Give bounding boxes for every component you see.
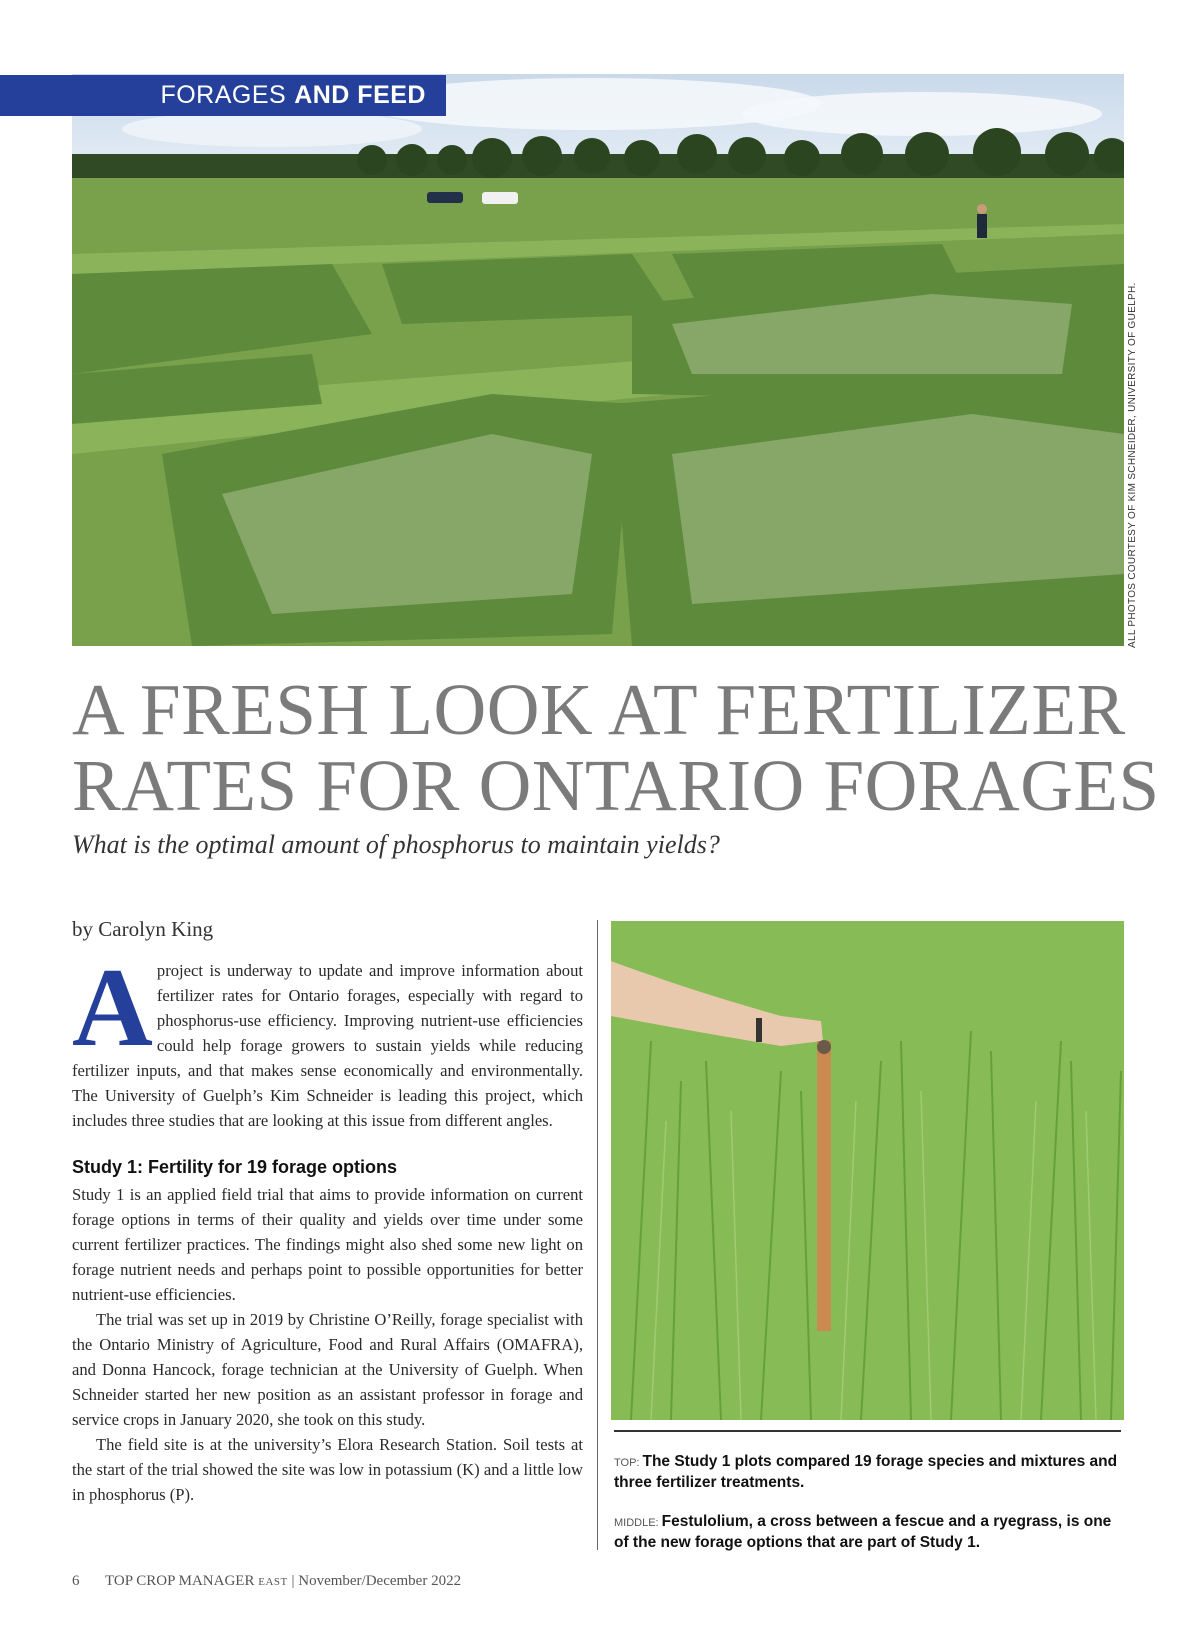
caption-rule — [614, 1430, 1121, 1432]
grass-ruler-illustration — [611, 921, 1124, 1420]
body-paragraph-1: Study 1 is an applied field trial that aims to provide information on current forage options in terms of their quality and yields over time under some current fertilizer practices. The findings might also shed some new light on forage nutrient needs and perhaps point to possible opportunities for better nutrient-use efficiencies. — [72, 1185, 583, 1304]
column-divider — [597, 920, 598, 1550]
hero-photo — [72, 74, 1124, 646]
caption-middle — [614, 1512, 1124, 1553]
section-label-bold: AND FEED — [294, 81, 426, 109]
photo-credit: ALL PHOTOS COURTESY OF KIM SCHNEIDER, UNIVERSITY OF GUELPH. — [1127, 282, 1138, 648]
headline-line-1: A FRESH LOOK AT FERTILIZER — [72, 669, 1126, 750]
caption-middle-label: MIDDLE: — [614, 1517, 659, 1529]
intro-paragraph — [72, 946, 583, 1133]
byline: by Carolyn King — [72, 917, 214, 941]
issue-date: November/December 2022 — [298, 1573, 462, 1589]
caption-top-text: The Study 1 plots compared 19 forage species and mixtures and three fertilizer treatments. — [614, 1453, 1118, 1491]
dropcap: A — [72, 946, 153, 1070]
headline — [72, 669, 1160, 826]
subhead: What is the optimal amount of phosphorus to maintain yields? — [72, 830, 720, 859]
section-label: FORAGES — [160, 81, 287, 109]
caption-top — [614, 1452, 1124, 1493]
caption-middle-text: Festulolium, a cross between a fescue and a ryegrass, is one of the new forage options that are part of Study 1. — [614, 1513, 1112, 1551]
study-1-heading: Study 1: Fertility for 19 forage options — [72, 1157, 398, 1177]
caption-top-label: TOP: — [614, 1457, 640, 1469]
field-plots-illustration — [72, 74, 1124, 646]
page-footer — [72, 1573, 461, 1590]
footer-separator: | — [291, 1573, 295, 1589]
festulolium-photo — [611, 921, 1124, 1420]
magazine-edition: EAST — [258, 1576, 288, 1588]
body-paragraph-2: The trial was set up in 2019 by Christine O’Reilly, forage specialist with the Ontario Ministry of Agriculture, Food and Rural Affairs (OMAFRA), and Donna Hancock, forage technician at the University of Guelph. When Schneider started her new position as an assistant professor in forage and service crops in January 2020, she took on this study. — [72, 1310, 583, 1429]
magazine-name: TOP CROP MANAGER — [104, 1573, 255, 1589]
headline-line-2: RATES FOR ONTARIO FORAGES — [72, 745, 1160, 826]
body-paragraph-3: The field site is at the university’s Elora Research Station. Soil tests at the start of the trial showed the site was low in potassium (K) and a little low in phosphorus (P). — [72, 1435, 583, 1504]
section-banner — [0, 75, 446, 116]
article-body — [72, 946, 583, 1507]
intro-text: project is underway to update and improve information about fertilizer rates for Ontario forages, especially with regard to phosphorus-use efficiency. Improving nutrient-use efficiencies could help forage growers to sustain yields while reducing fertilizer inputs, and that makes sense economically and environmentally. The University of Guelph’s Kim Schneider is leading this project, which includes three studies that are looking at this issue from different angles. — [72, 961, 583, 1130]
page-number: 6 — [72, 1573, 80, 1589]
